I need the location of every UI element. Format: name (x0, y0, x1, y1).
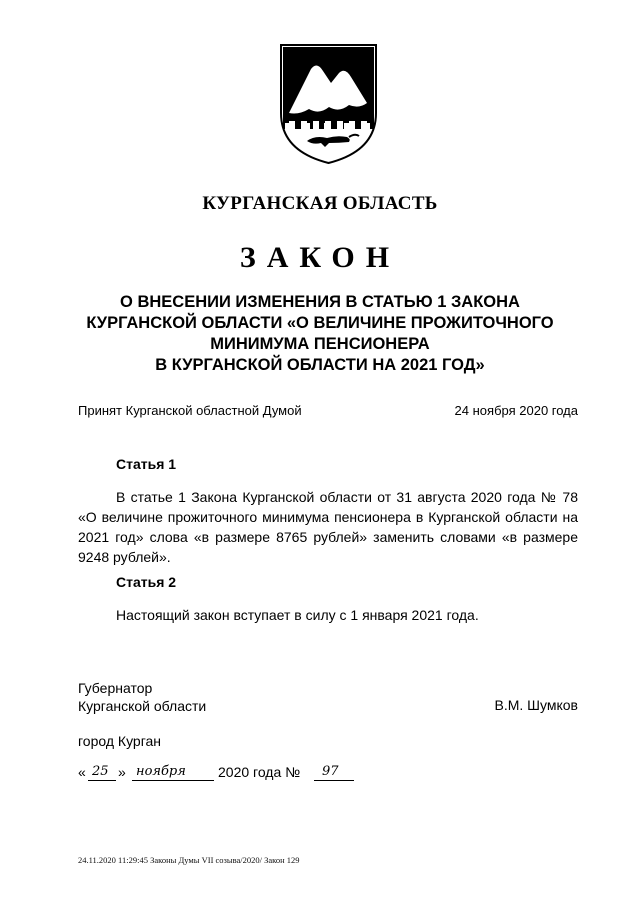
article-2-heading: Статья 2 (116, 574, 177, 590)
law-title (60, 292, 580, 376)
region-name: КУРГАНСКАЯ ОБЛАСТЬ (202, 193, 438, 214)
coat-of-arms-icon (279, 43, 378, 165)
governor-title-line: Курганской области (78, 698, 207, 714)
governor-name: В.М. Шумков (494, 697, 578, 713)
handwritten-day: 25 (92, 764, 109, 779)
adoption-date: 24 ноября 2020 года (454, 403, 578, 418)
law-title-line: О ВНЕСЕНИИ ИЗМЕНЕНИЯ В СТАТЬЮ 1 ЗАКОНА (120, 293, 520, 311)
law-title-line: В КУРГАНСКОЙ ОБЛАСТИ НА 2021 ГОД» (155, 356, 485, 374)
adopted-by: Принят Курганской областной Думой (78, 403, 302, 418)
article-1-heading: Статья 1 (116, 456, 177, 472)
law-title-line: КУРГАНСКОЙ ОБЛАСТИ «О ВЕЛИЧИНЕ ПРОЖИТОЧНОГО (86, 314, 554, 332)
footer-stamp: 24.11.2020 11:29:45 Законы Думы VII созыва/2020/ Закон 129 (78, 855, 300, 865)
document-type: ЗАКОН (239, 241, 401, 274)
close-quote: » (118, 764, 126, 780)
article-2-text: Настоящий закон вступает в силу с 1 января 2021 года. (116, 607, 479, 623)
handwritten-month: ноября (136, 764, 186, 779)
date-number-line (78, 764, 378, 786)
city: город Курган (78, 733, 162, 749)
handwritten-number: 97 (322, 764, 339, 779)
law-title-line: МИНИМУМА ПЕНСИОНЕРА (210, 335, 430, 353)
article-1-text: В статье 1 Закона Курганской области от 31 августа 2020 года № 78 «О величине прожиточного минимума пенсионера в Курганской области на 2021 год» слова «в размере 8765 рублей» заменить словами «в размере 9248 рублей». (78, 489, 578, 565)
year-text: 2020 года № (218, 764, 301, 780)
open-quote: « (78, 764, 86, 780)
governor-title (78, 679, 206, 715)
governor-title-line: Губернатор (78, 680, 153, 696)
